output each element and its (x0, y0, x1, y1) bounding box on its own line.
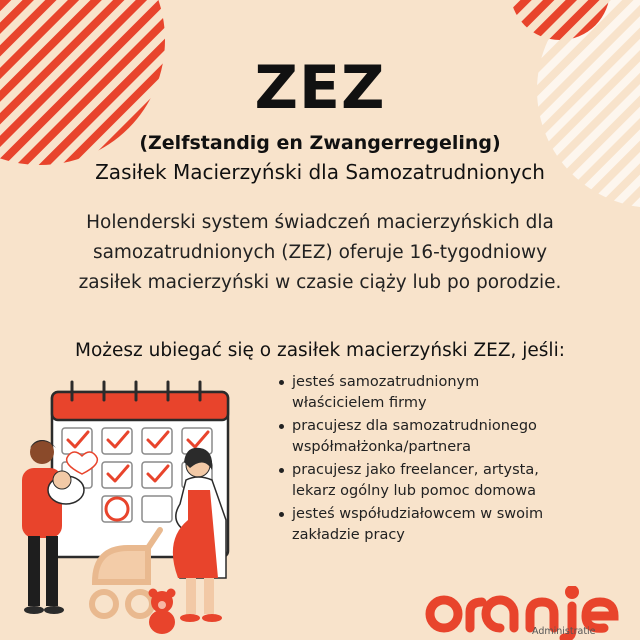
list-item-line: właścicielem firmy (292, 395, 427, 411)
intro-paragraph (40, 208, 600, 298)
intro-line: samozatrudnionych (ZEZ) oferuje 16-tygodniowy (92, 242, 548, 263)
conditions-heading: Możesz ubiegać się o zasiłek macierzyński ZEZ, jeśli: (75, 340, 565, 361)
list-item-line: współmałżonka/partnera (292, 439, 472, 455)
list-item-line: pracujesz dla samozatrudnionego (292, 418, 537, 434)
logo-subtitle: Administratie (532, 626, 596, 637)
intro-line: zasiłek macierzyński w czasie ciąży lub po porodzie. (78, 272, 562, 293)
conditions-list (276, 372, 596, 548)
list-item (276, 372, 596, 414)
program-full-name: (Zelfstandig en Zwangerregeling) (139, 132, 501, 154)
list-item-line: pracujesz jako freelancer, artysta, (292, 462, 539, 478)
list-item (276, 416, 596, 458)
family-calendar-illustration (0, 370, 270, 640)
list-item-line: zakładzie pracy (292, 527, 405, 543)
page-title: ZEZ (254, 53, 386, 123)
list-item-line: lekarz ogólny lub pomoc domowa (292, 483, 537, 499)
program-subtitle: Zasiłek Macierzyński dla Samozatrudnionych (95, 160, 545, 184)
intro-line: Holenderski system świadczeń macierzyńskich dla (86, 212, 554, 233)
list-item-line: jesteś współudziałowcem w swoim (292, 506, 544, 522)
list-item-line: jesteś samozatrudnionym (292, 374, 480, 390)
list-item (276, 460, 596, 502)
list-item (276, 504, 596, 546)
